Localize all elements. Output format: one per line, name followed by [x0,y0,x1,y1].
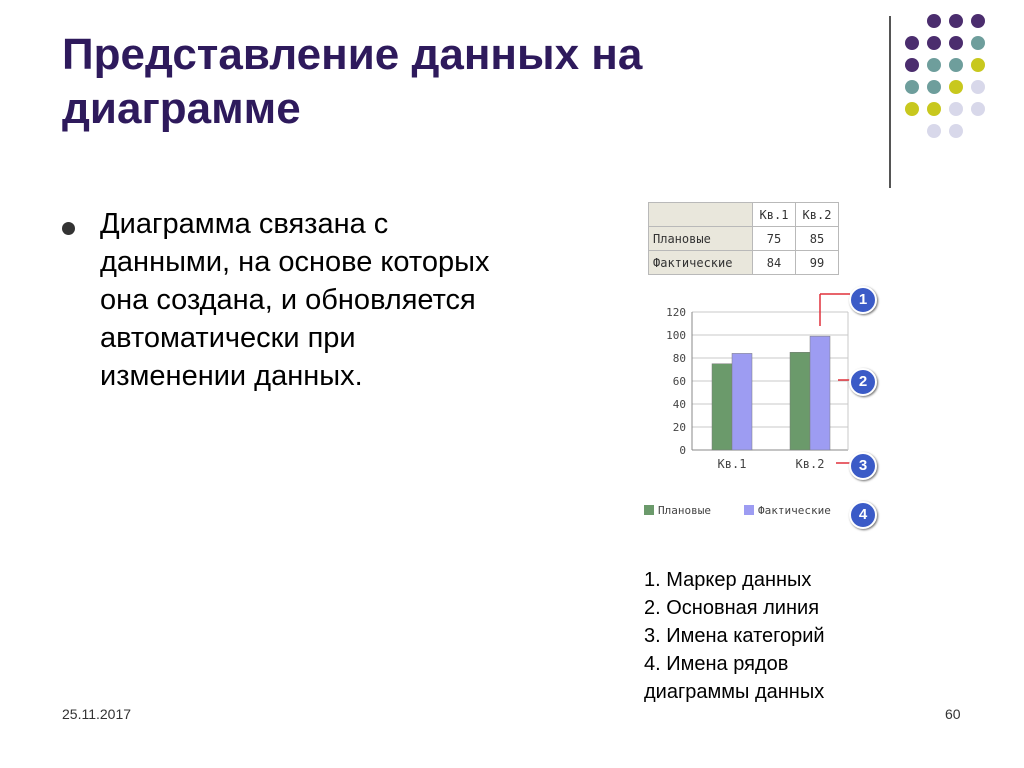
callout-marker-3: 3 [849,452,877,480]
decorative-dot [949,58,963,72]
y-tick-label: 0 [679,444,686,457]
note-line: 4. Имена рядов [644,653,789,675]
decorative-dot [927,58,941,72]
data-table [648,202,839,275]
table-header-row [649,203,839,227]
decorative-dot [949,36,963,50]
legend-label: Плановые [658,504,711,517]
decorative-dot [971,102,985,116]
note-line: диаграммы данных [644,681,825,703]
y-tick-label: 80 [672,352,686,365]
table-row [649,251,839,275]
bar [810,336,830,450]
decorative-divider [889,16,891,188]
callout-marker-4: 4 [849,501,877,529]
legend-swatch [644,505,654,515]
bar-chart [640,280,890,540]
decorative-dot [971,36,985,50]
table-cell: 75 [753,227,796,251]
decorative-dot [927,124,941,138]
table-header-cell: Кв.1 [753,203,796,227]
x-tick-label: Кв.1 [717,457,747,471]
table-corner-cell [649,203,753,227]
decorative-dot [905,58,919,72]
table-cell: 84 [753,251,796,275]
table-row-label: Плановые [649,227,753,251]
slide-title: Представление данных на диаграмме [62,30,643,133]
legend-swatch [744,505,754,515]
legend-label: Фактические [758,504,831,517]
bullet-icon [62,222,75,235]
decorative-dot [905,102,919,116]
table-header-cell: Кв.2 [796,203,839,227]
y-tick-label: 100 [666,329,686,342]
decorative-dot [971,14,985,28]
bullet-text: Диаграмма связана с данными, на основе которых она создана, и обновляется автоматически при изменении данных. [100,208,490,392]
x-tick-label: Кв.2 [795,457,825,471]
decorative-dot [949,14,963,28]
decorative-dot [927,14,941,28]
decorative-dot [927,80,941,94]
table-cell: 85 [796,227,839,251]
decorative-dot [971,80,985,94]
callout-marker-1: 1 [849,286,877,314]
table-row [649,227,839,251]
note-line: 3. Имена категорий [644,625,825,647]
bar [712,364,732,450]
y-tick-label: 40 [672,398,686,411]
y-tick-label: 120 [666,306,686,319]
decorative-dot [927,102,941,116]
decorative-dot [927,36,941,50]
y-tick-label: 60 [672,375,686,388]
decorative-dot [971,58,985,72]
decorative-dot [949,102,963,116]
decorative-dots [905,14,1005,174]
page-number: 60 [945,706,961,722]
callout-notes [644,566,904,706]
decorative-dot [905,36,919,50]
bar [790,352,810,450]
callout-marker-2: 2 [849,368,877,396]
bullet-item [62,205,502,395]
bar [732,353,752,450]
table-cell: 99 [796,251,839,275]
note-line: 2. Основная линия [644,597,820,619]
note-line: 1. Маркер данных [644,569,812,591]
decorative-dot [905,80,919,94]
decorative-dot [949,80,963,94]
y-tick-label: 20 [672,421,686,434]
footer-date: 25.11.2017 [62,706,132,722]
table-row-label: Фактические [649,251,753,275]
decorative-dot [949,124,963,138]
